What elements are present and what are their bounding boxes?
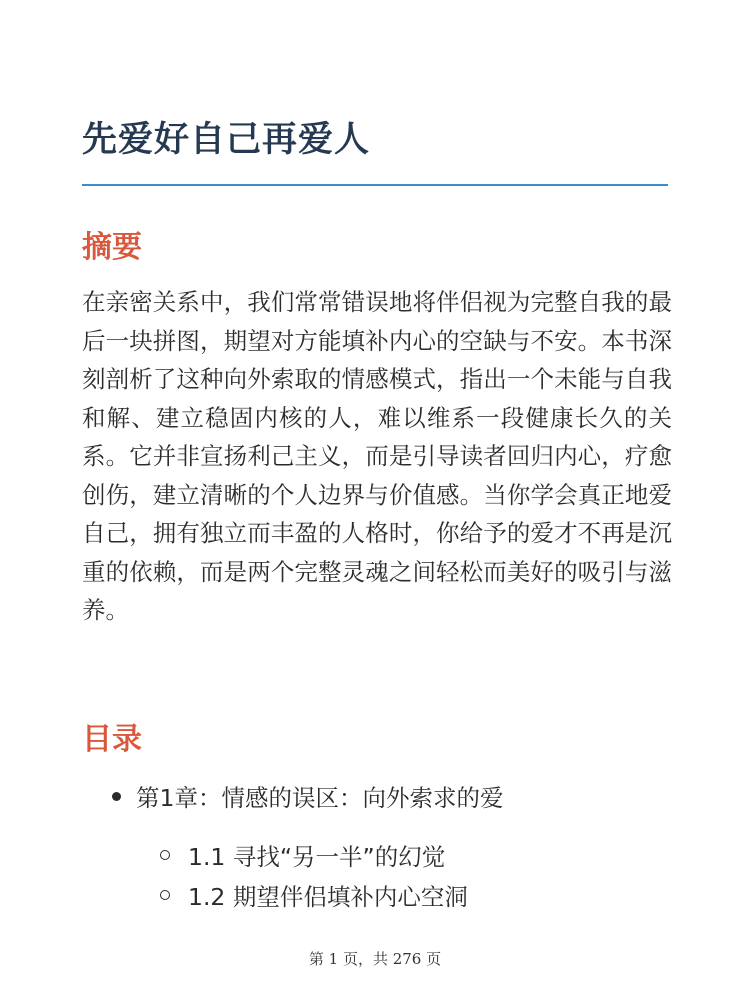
toc-section-1-1[interactable] (160, 838, 445, 872)
bullet-disc-icon (112, 792, 121, 801)
toc-heading: 目录 (82, 722, 142, 757)
toc-chapter-1[interactable] (112, 779, 503, 813)
bullet-circle-icon (160, 890, 170, 900)
toc-chapter-label: 第1章：情感的误区：向外索求的爱 (136, 784, 504, 812)
abstract-body: 在亲密关系中，我们常常错误地将伴侣视为完整自我的最后一块拼图，期望对方能填补内心的空缺与不安。本书深刻剖析了这种向外索取的情感模式，指出一个未能与自我和解、建立稳固内核的人，难以维系一段健康长久的关系。它并非宣扬利己主义，而是引导读者回归内心，疗愈创伤，建立清晰的个人边界与价值感。当你学会真正地爱自己，拥有独立而丰盈的人格时，你给予的爱才不再是沉重的依赖，而是两个完整灵魂之间轻松而美好的吸引与滋养。 (82, 288, 672, 624)
document-title: 先爱好自己再爱人 (82, 120, 371, 160)
bullet-circle-icon (160, 850, 170, 860)
page-footer: 第 1 页，共 276 页 (308, 950, 442, 968)
abstract-heading: 摘要 (82, 230, 142, 265)
toc-section-label: 1.1 寻找“另一半”的幻觉 (188, 843, 446, 871)
toc-section-label: 1.2 期望伴侣填补内心空洞 (188, 883, 468, 911)
toc-section-1-2[interactable] (160, 878, 468, 912)
